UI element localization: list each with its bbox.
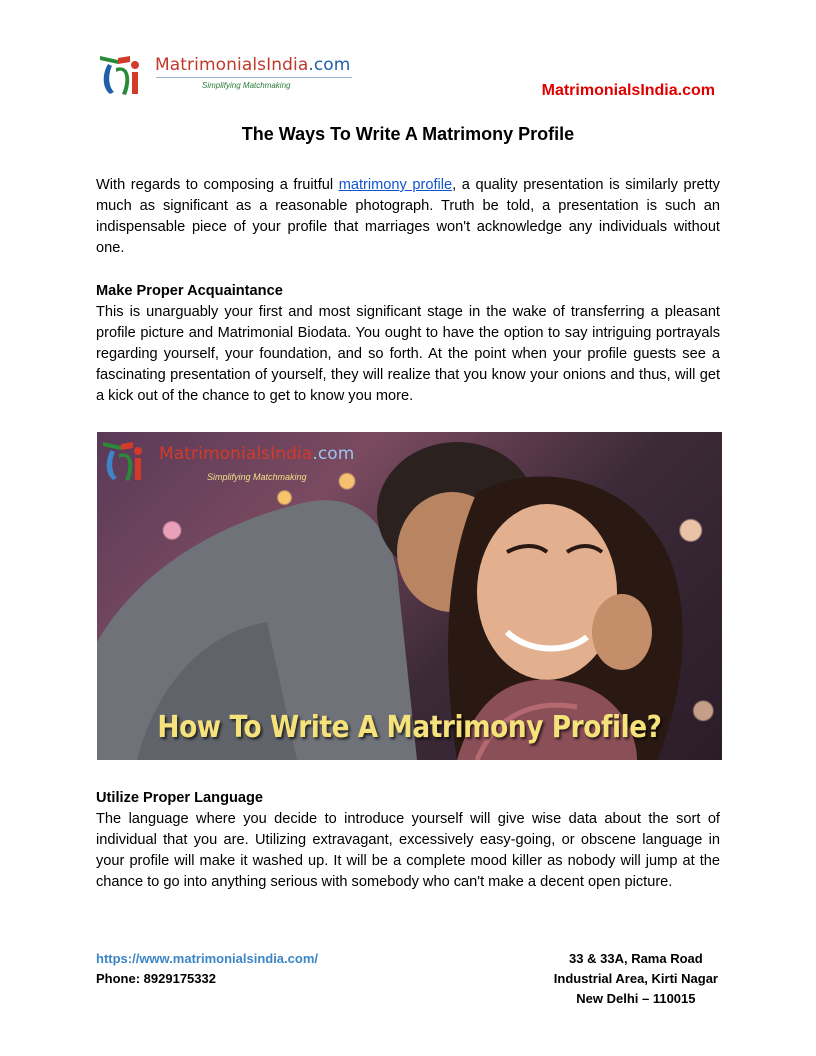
- matrimonialsindia-logo[interactable]: [98, 50, 358, 98]
- footer-contact: [96, 949, 318, 989]
- logo-divider: [156, 77, 352, 78]
- hero-logo-wordmark: MatrimonialsIndia.com: [159, 444, 355, 464]
- logo-tagline: Simplifying Matchmaking: [202, 81, 291, 90]
- hero-image: [97, 432, 722, 760]
- section-body-acquaintance: This is unarguably your first and most significant stage in the wake of transferring a pleasant profile picture and Matrimonial Biodata. You ought to have the option to say intriguing portrayals regarding yourself, your foundation, and so forth. At the point when your profile guests see a fascinating presentation of yourself, they will realize that you know your onions and thus, will get a kick out of the chance to get to know you more.: [96, 304, 720, 404]
- logo-wordmark: MatrimonialsIndia.com: [155, 55, 351, 75]
- intro-paragraph: With regards to composing a fruitful matrimony profile, a quality presentation is similarly pretty much as significant as a reasonable photograph. Truth be told, a presentation is such an indispensable piece of your profile that marriages won't acknowledge any individuals without one.: [96, 177, 720, 256]
- matrimony-profile-link[interactable]: matrimony profile: [338, 177, 453, 193]
- hero-caption: How To Write A Matrimony Profile?: [157, 710, 662, 745]
- section-body-language: The language where you decide to introduce yourself will give wise data about the sort of individual that you are. Utilizing extravagant, excessively easy-going, or obscene language in your profile will make it washed up. It will be a complete mood killer as nobody will jump at the chance to go into anything serious with somebody who can't make a decent open picture.: [96, 811, 720, 890]
- section-heading-acquaintance: Make Proper Acquaintance: [96, 283, 283, 299]
- section-heading-language: Utilize Proper Language: [96, 790, 264, 806]
- site-name: MatrimonialsIndia.com: [541, 82, 715, 99]
- hero-watermark-logo: [101, 436, 361, 486]
- logo-mark-icon: [98, 50, 148, 98]
- footer-address-line1: 33 & 33A, Rama Road: [569, 951, 703, 966]
- footer-address-line2: Industrial Area, Kirti Nagar: [553, 971, 718, 986]
- document-title: The Ways To Write A Matrimony Profile: [241, 124, 575, 144]
- hero-logo-tagline: Simplifying Matchmaking: [207, 472, 307, 482]
- footer-address-line3: New Delhi – 110015: [576, 991, 696, 1006]
- footer-address: [554, 949, 718, 1009]
- footer-phone: Phone: 8929175332: [96, 971, 216, 986]
- hero-logo-mark-icon: [101, 436, 151, 484]
- footer-website-link[interactable]: https://www.matrimonialsindia.com/: [96, 951, 318, 966]
